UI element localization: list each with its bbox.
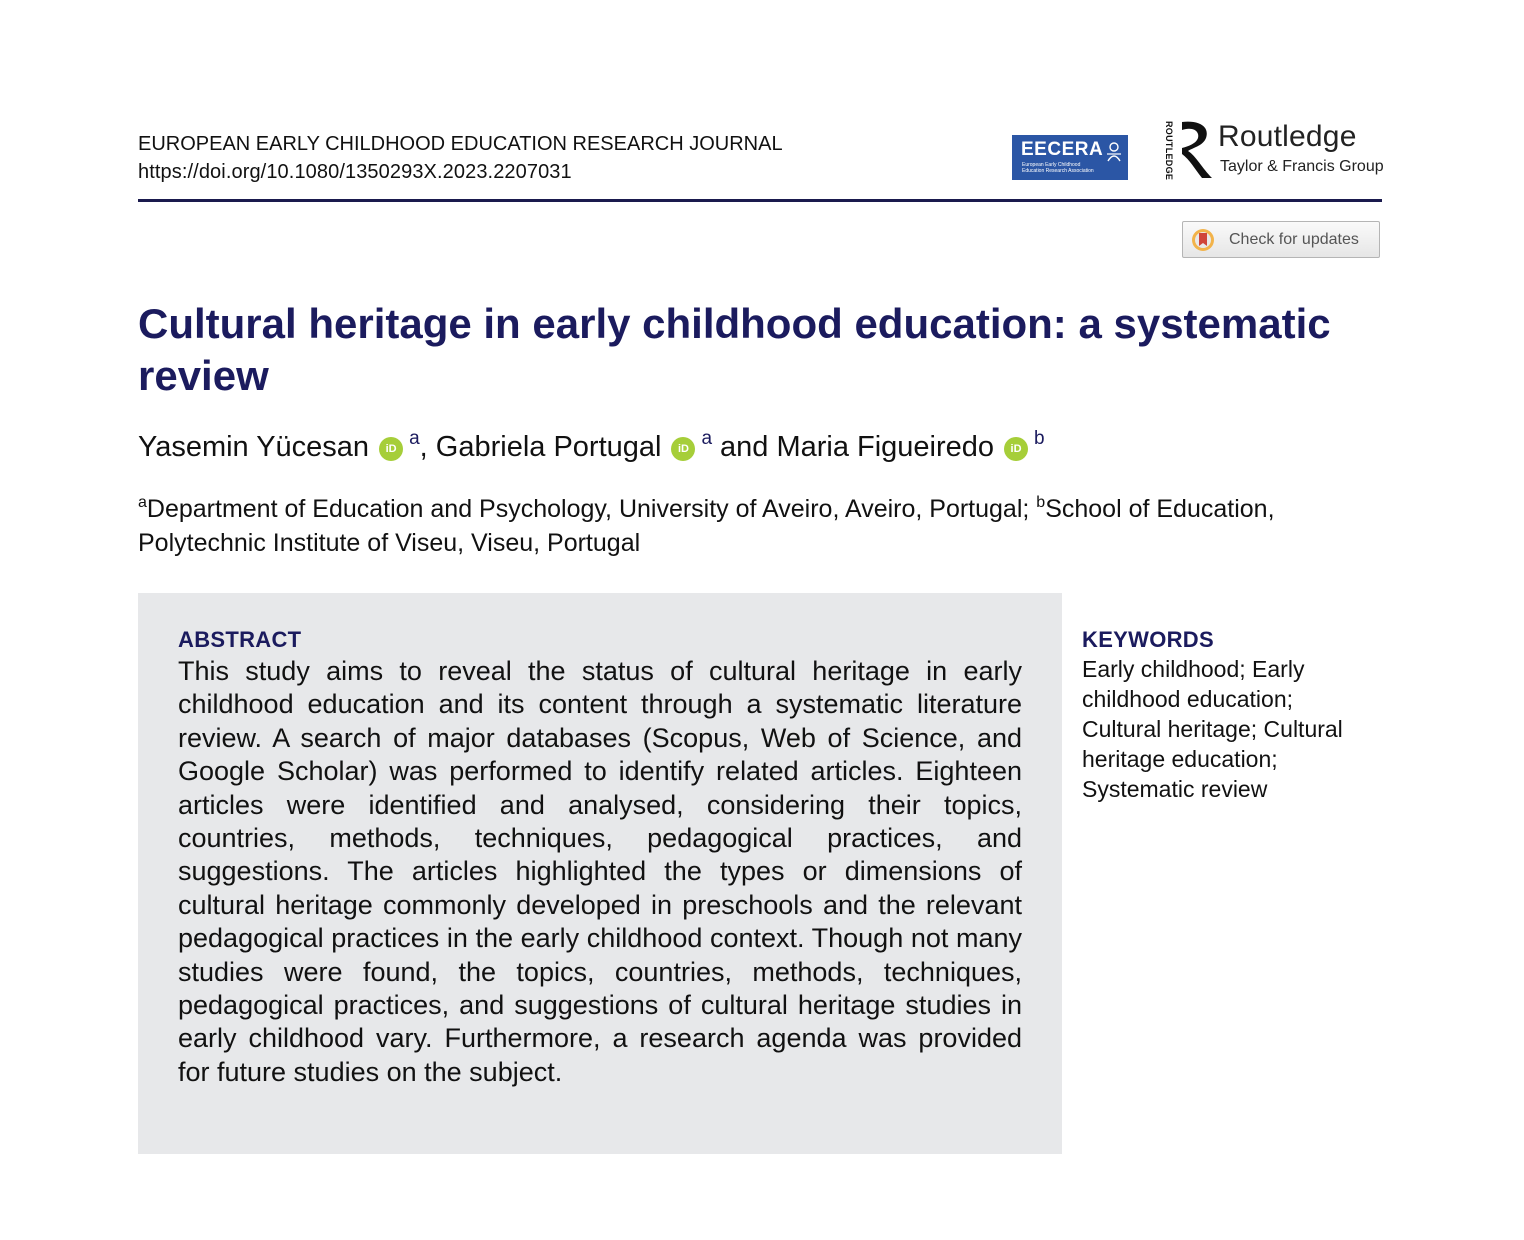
affiliation-mark: a [138, 494, 147, 511]
affiliation-marker[interactable]: a [409, 428, 420, 449]
author-list [138, 428, 1045, 464]
author-name: Maria Figueiredo [776, 431, 995, 463]
orcid-icon[interactable]: iD [1004, 437, 1028, 461]
author-conjunction: and [720, 431, 769, 463]
doi-link[interactable]: https://doi.org/10.1080/1350293X.2023.2207031 [138, 161, 572, 183]
keywords-heading: KEYWORDS [1082, 627, 1214, 652]
affiliation-marker[interactable]: a [701, 428, 713, 449]
journal-name: EUROPEAN EARLY CHILDHOOD EDUCATION RESEARCH JOURNAL [138, 133, 783, 155]
routledge-name: Routledge [1218, 120, 1357, 153]
article-title: Cultural heritage in early childhood education: a systematic review [138, 300, 1331, 399]
orcid-icon[interactable]: iD [379, 437, 403, 461]
journal-header [138, 130, 783, 186]
abstract-text: This study aims to reveal the status of cultural heritage in early childhood education and its content through a systematic literature review. A search of major databases (Scopus, Web of Science, and Google Scholar) was performed to identify related articles. Eighteen articles were identified and analysed, considering their topics, countries, methods, techniques, pedagogical practices, and suggestions. The articles highlighted the types or dimensions of cultural heritage commonly developed in preschools and the relevant pedagogical practices in the early childhood context. Though not many studies were found, the topics, countries, methods, techniques, pedagogical practices, and suggestions of cultural heritage studies in early childhood vary. Furthermore, a research agenda was provided for future studies on the subject. [178, 656, 1022, 1087]
author-separator: , [419, 431, 428, 463]
crossmark-icon [1191, 228, 1215, 252]
author-name: Gabriela Portugal [435, 431, 662, 463]
routledge-vertical-text: ROUTLEDGE [1164, 121, 1174, 181]
routledge-r-icon [1176, 118, 1216, 182]
affiliation-mark: b [1036, 494, 1046, 511]
eecera-logo-text: EECERA [1021, 139, 1104, 160]
eecera-logo-subtitle: European Early Childhood Education Research Association [1022, 162, 1094, 174]
keywords-text: Early childhood; Early childhood education; Cultural heritage; Cultural heritage education; Systematic review [1082, 656, 1343, 802]
affiliation-text: Department of Education and Psychology, University of Aveiro, Aveiro, Portugal; [146, 495, 1030, 523]
affiliations [138, 492, 1388, 560]
header-rule [138, 199, 1382, 202]
eecera-child-icon [1104, 141, 1124, 163]
publisher-group: Taylor & Francis Group [1220, 158, 1384, 175]
affiliation-marker[interactable]: b [1034, 428, 1045, 449]
check-for-updates-button[interactable] [1182, 221, 1380, 258]
check-for-updates-label: Check for updates [1229, 231, 1359, 248]
affiliation-text: School of Education, Polytechnic Institute of Viseu, Viseu, Portugal [138, 495, 1275, 557]
orcid-icon[interactable]: iD [671, 437, 695, 461]
eecera-logo [1012, 135, 1128, 180]
author-name: Yasemin Yücesan [138, 431, 370, 463]
abstract-heading: ABSTRACT [178, 627, 302, 652]
abstract-panel [138, 593, 1062, 1154]
